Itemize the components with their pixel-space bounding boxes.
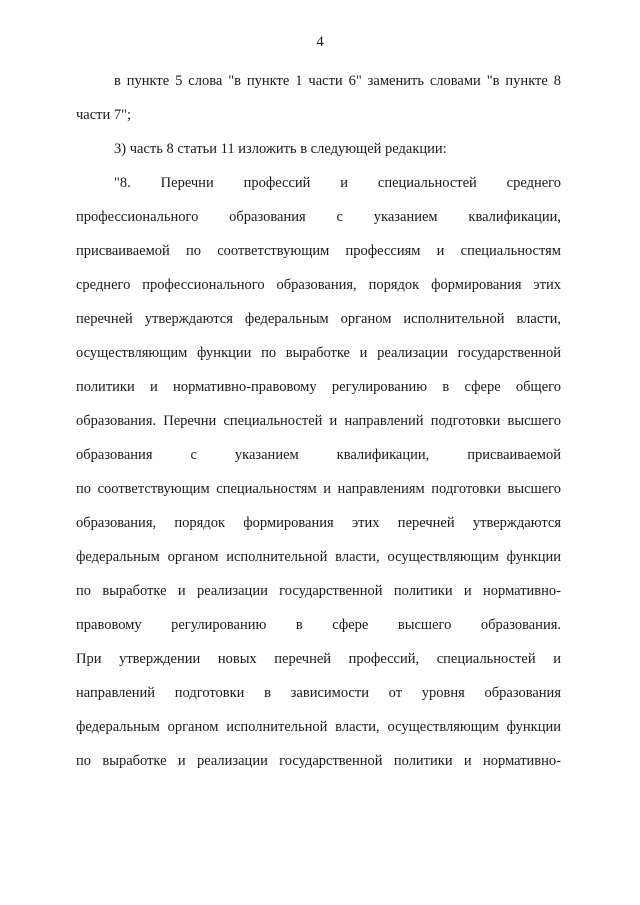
text-line: образования с указанием квалификации, присваиваемой xyxy=(76,447,561,463)
text-line: образования. Перечни специальностей и направлений подготовки высшего xyxy=(76,413,561,429)
text-line: присваиваемой по соответствующим профессиям и специальностям xyxy=(76,243,561,259)
text-line: среднего профессионального образования, порядок формирования этих xyxy=(76,277,561,293)
text-line: направлений подготовки в зависимости от уровня образования xyxy=(76,685,561,701)
text-line: 3) часть 8 статьи 11 изложить в следующей редакции: xyxy=(114,141,447,157)
text-line: перечней утверждаются федеральным органом исполнительной власти, xyxy=(76,311,561,327)
text-line: в пункте 5 слова "в пункте 1 части 6" заменить словами "в пункте 8 xyxy=(114,73,561,89)
text-line: правовому регулированию в сфере высшего образования. xyxy=(76,617,561,633)
text-line: части 7"; xyxy=(76,107,132,123)
text-line: образования, порядок формирования этих перечней утверждаются xyxy=(76,515,561,531)
text-line: профессионального образования с указанием квалификации, xyxy=(76,209,561,225)
text-line: федеральным органом исполнительной власти, осуществляющим функции xyxy=(76,549,561,565)
text-line: политики и нормативно-правовому регулированию в сфере общего xyxy=(76,379,561,395)
text-line: по соответствующим специальностям и направлениям подготовки высшего xyxy=(76,481,561,497)
text-line: При утверждении новых перечней профессий, специальностей и xyxy=(76,651,561,667)
text-line: по выработке и реализации государственной политики и нормативно- xyxy=(76,753,561,769)
text-line: федеральным органом исполнительной власти, осуществляющим функции xyxy=(76,719,561,735)
text-line: "8. Перечни профессий и специальностей среднего xyxy=(114,175,561,191)
page-number: 4 xyxy=(316,34,324,50)
text-line: осуществляющим функции по выработке и реализации государственной xyxy=(76,345,561,361)
text-line: по выработке и реализации государственной политики и нормативно- xyxy=(76,583,561,599)
